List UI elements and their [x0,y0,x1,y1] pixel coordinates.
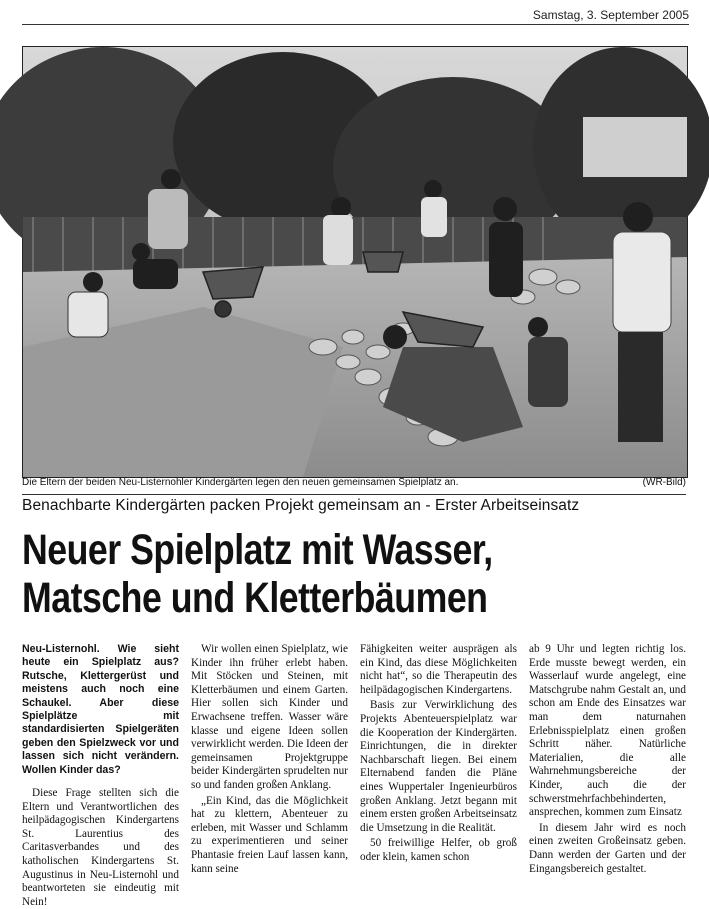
photo-illustration [23,47,687,477]
article-column-2 [191,643,348,888]
article-subheadline: Benachbarte Kindergärten packen Projekt gemeinsam an - Erster Arbeitseinsatz [22,494,686,515]
article-paragraph: Wir wollen einen Spielplatz, wie Kinder ihn früher erlebt haben. Mit Stöcken und Steinen, mit Kletterbäumen und einem Garten. Hier sollen sich Kinder und Erwachsene treffen. Wasser wäre klasse und eigene Ideen sollen verwirklicht werden. Die Ideen der gemeinsamen Projektgruppe beider Kindergärten sprudelten nur so und fanden großen Anklang. [191,643,348,791]
article-paragraph: In diesem Jahr wird es noch einen zweiten Großeinsatz geben. Dann werden der Garten und der Eingangsbereich gestaltet. [529,821,686,875]
article-paragraph: ab 9 Uhr und legten richtig los. Erde musste bewegt werden, ein Wasserlauf wurde angelegt, eine Matschgrube nahm Gestalt an, und schon am Ende des Einsatzes war man dem naturnahen Erlebnisspielplatz einen großen Schritt näher. Natürliche Materialien, die alle Wahrnehmungsbereiche der Kinder, auch die der schwerstmehrfachbehinderten, ansprechen, kommen zum Einsatz [529,643,686,819]
header-rule [22,24,689,25]
article-paragraph: „Ein Kind, das die Möglichkeit hat zu klettern, Abenteuer zu erleben, mit Wasser und Schlamm zu experimentieren und seiner Phantasie freien Lauf lassen kann, kann seine [191,794,348,875]
article-paragraph: Diese Frage stellten sich die Eltern und Verantwortlichen des heilpädagogischen Kindergartens St. Laurentius des Caritasverbandes und des katholischen Kindergartens St. Augustinus in Neu-Listernohl und beantworteten sie eindeutig mit Nein! [22,787,179,908]
article-photo [22,46,688,478]
article-column-3 [360,643,517,888]
article-paragraph: Basis zur Verwirklichung des Projekts Abenteuerspielplatz war die Kooperation der Kindergärten. Einrichtungen, die in direkter Nachbarschaft liegen. Bei einem Elternabend fanden die Pläne eines Wuppertaler Ingenieurbüros großen Anklang. Jetzt begann mit einem ersten großen Arbeitseinsatz die Umsetzung in die Realität. [360,699,517,834]
article-column-4 [529,643,686,888]
article-lead: Neu-Listernohl. Wie sieht heute ein Spielplatz aus? Rutsche, Klettergerüst und meistens auch noch eine Schaukel. Aber diese Spielplätze mit standardisierten Spielgeräten geben den Spielzweck vor und lassen sich nicht verändern. Wollen Kinder das? [22,643,179,776]
article-paragraph: Fähigkeiten weiter ausprägen als ein Kind, das diese Möglichkeiten nicht hat“, so die Therapeutin des heilpädagogischen Kindergartens. [360,643,517,696]
article-body [22,643,686,908]
issue-date: Samstag, 3. September 2005 [532,8,689,22]
article-headline [22,526,573,622]
photo-credit: (WR-Bild) [642,477,686,488]
photo-caption: Die Eltern der beiden Neu-Listernohler Kindergärten legen den neuen gemeinsamen Spielplatz an. [22,477,459,488]
headline-line-2: Matsche und Kletterbäumen [22,574,488,622]
headline-line-1: Neuer Spielplatz mit Wasser, [22,526,493,574]
article-column-1 [22,643,179,908]
photo-caption-row [22,477,686,488]
article-paragraph: 50 freiwillige Helfer, ob groß oder klein, kamen schon [360,837,517,863]
